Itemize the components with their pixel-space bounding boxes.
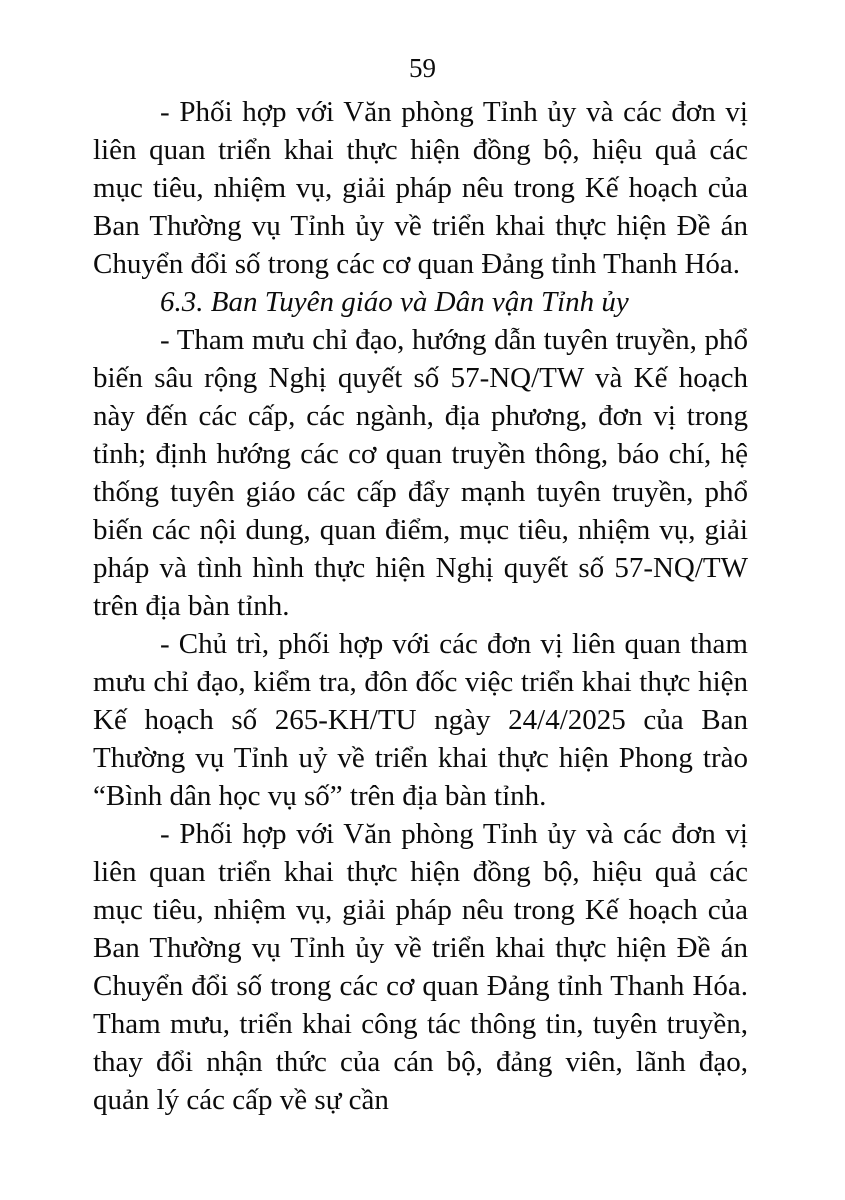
page-number: 59 (409, 53, 436, 83)
section-heading-6-3: 6.3. Ban Tuyên giáo và Dân vận Tỉnh ủy (160, 286, 629, 318)
paragraph-phoi-hop-van-phong-2: - Phối hợp với Văn phòng Tỉnh ủy và các đơn vị liên quan triển khai thực hiện đồng bộ, hiệu quả các mục tiêu, nhiệm vụ, giải pháp nêu trong Kế hoạch của Ban Thường vụ Tỉnh ủy về triển khai thực hiện Đề án Chuyển đổi số trong các cơ quan Đảng tỉnh Thanh Hóa. Tham mưu, triển khai công tác thông tin, tuyên truyền, thay đổi nhận thức của cán bộ, đảng viên, lãnh đạo, quản lý các cấp về sự cần (93, 818, 748, 1116)
paragraph-tham-muu-chi-dao: - Tham mưu chỉ đạo, hướng dẫn tuyên truyền, phổ biến sâu rộng Nghị quyết số 57-NQ/TW và Kế hoạch này đến các cấp, các ngành, địa phương, đơn vị trong tỉnh; định hướng các cơ quan truyền thông, báo chí, hệ thống tuyên giáo các cấp đẩy mạnh tuyên truyền, phổ biến các nội dung, quan điểm, mục tiêu, nhiệm vụ, giải pháp và tình hình thực hiện Nghị quyết số 57-NQ/TW trên địa bàn tỉnh. (93, 324, 748, 622)
paragraph-chu-tri-phoi-hop: - Chủ trì, phối hợp với các đơn vị liên quan tham mưu chỉ đạo, kiểm tra, đôn đốc việc triển khai thực hiện Kế hoạch số 265-KH/TU ngày 24/4/2025 của Ban Thường vụ Tỉnh uỷ về triển khai thực hiện Phong trào “Bình dân học vụ số” trên địa bàn tỉnh. (93, 628, 748, 812)
paragraph-phoi-hop-van-phong-1: - Phối hợp với Văn phòng Tỉnh ủy và các đơn vị liên quan triển khai thực hiện đồng bộ, hiệu quả các mục tiêu, nhiệm vụ, giải pháp nêu trong Kế hoạch của Ban Thường vụ Tỉnh ủy về triển khai thực hiện Đề án Chuyển đổi số trong các cơ quan Đảng tỉnh Thanh Hóa. (93, 96, 748, 280)
document-body (93, 93, 748, 1119)
